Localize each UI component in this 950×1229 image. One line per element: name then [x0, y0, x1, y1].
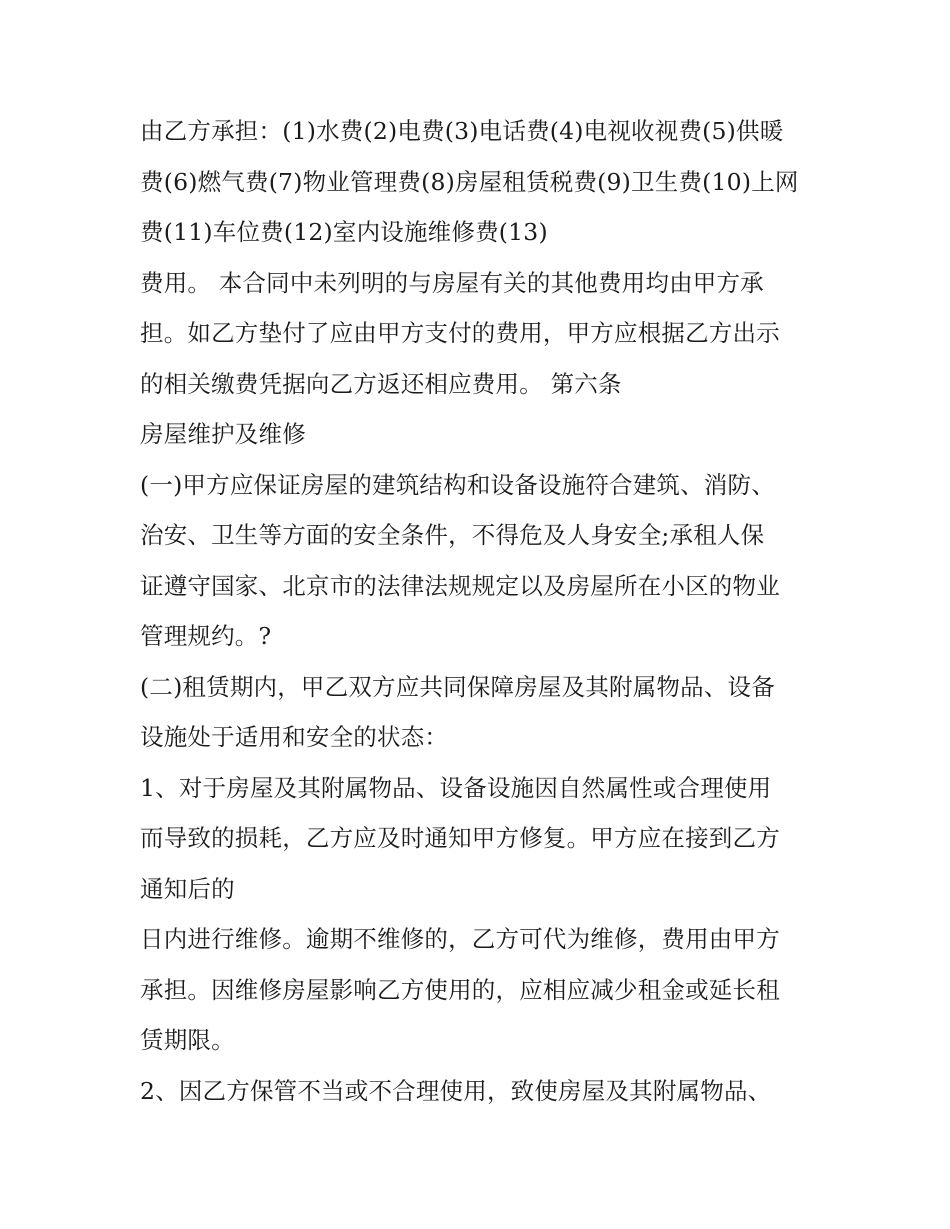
section-heading: 房屋维护及维修	[140, 420, 306, 448]
text-line: 担。如乙方垫付了应由甲方支付的费用，甲方应根据乙方出示	[140, 319, 780, 347]
text-line: 费(6)燃气费(7)物业管理费(8)房屋租赁税费(9)卫生费(10)上网	[140, 167, 799, 196]
text-line: 日内进行维修。逾期不维修的，乙方可代为维修，费用由甲方	[140, 925, 780, 953]
text-line: 费用。 本合同中未列明的与房屋有关的其他费用均由甲方承	[140, 268, 764, 297]
text-line: 设施处于适用和安全的状态：	[140, 723, 449, 751]
text-line: 证遵守国家、北京市的法律法规规定以及房屋所在小区的物业	[140, 571, 780, 600]
contract-text	[140, 106, 830, 1116]
text-line: 2、因乙方保管不当或不合理使用，致使房屋及其附属物品、	[140, 1076, 772, 1105]
text-line: 而导致的损耗，乙方应及时通知甲方修复。甲方应在接到乙方	[140, 824, 780, 852]
text-line: 赁期限。	[140, 1026, 235, 1054]
text-line: 承担。因维修房屋影响乙方使用的，应相应减少租金或延长租	[140, 975, 780, 1004]
text-line: 费(11)车位费(12)室内设施维修费(13)	[140, 218, 548, 246]
text-line: 1、对于房屋及其附属物品、设备设施因自然属性或合理使用	[140, 773, 772, 802]
text-line: 的相关缴费凭据向乙方返还相应费用。 第六条	[140, 369, 622, 398]
text-line: 通知后的	[140, 874, 235, 903]
text-line: 管理规约。?	[140, 622, 272, 650]
text-line: (一)甲方应保证房屋的建筑结构和设备设施符合建筑、消防、	[140, 470, 775, 499]
text-line: 由乙方承担：(1)水费(2)电费(3)电话费(4)电视收视费(5)供暖	[140, 117, 784, 145]
text-line: 治安、卫生等方面的安全条件，不得危及人身安全;承租人保	[140, 521, 765, 549]
text-line: (二)租赁期内，甲乙双方应共同保障房屋及其附属物品、设备	[140, 672, 775, 701]
